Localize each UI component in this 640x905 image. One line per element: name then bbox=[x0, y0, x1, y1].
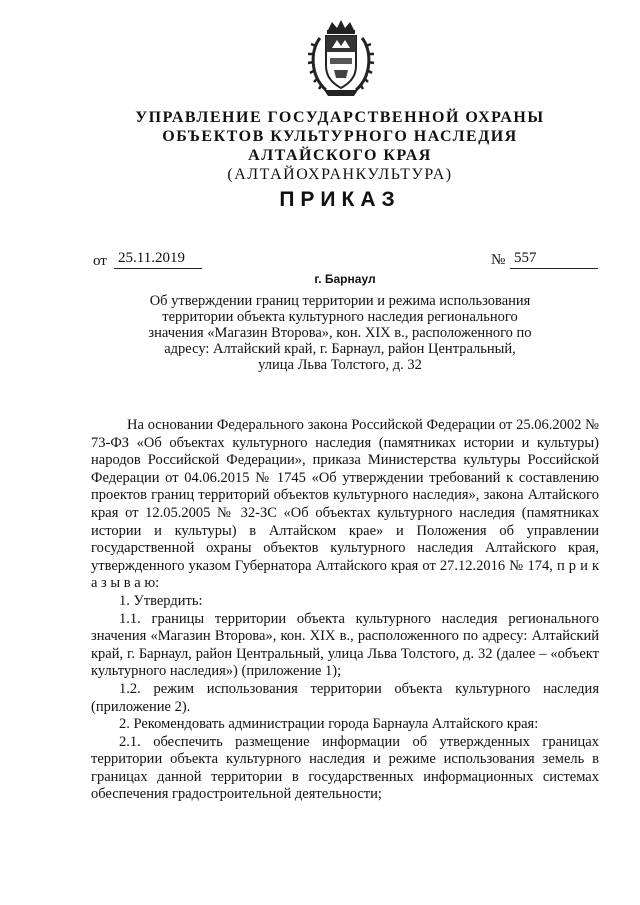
subject-line-3: значения «Магазин Второва», кон. XIX в., расположенного по bbox=[148, 325, 532, 341]
order-item-1-1: 1.1. границы территории объекта культурного наследия регионального значения «Магазин Второва», кон. XIX в., расположенного по адресу: Алтайский край, г. Барнаул, район Центральный, улица Льва Толстого, д. 32 (далее – «объект культурного наследия») (приложение 1); bbox=[91, 610, 599, 680]
date-prefix: от bbox=[93, 253, 107, 269]
org-name-line-2: ОБЪЕКТОВ КУЛЬТУРНОГО НАСЛЕДИЯ bbox=[162, 128, 518, 145]
order-item-1-2: 1.2. режим использования территории объекта культурного наследия (приложение 2). bbox=[91, 680, 599, 715]
order-item-1: 1. Утвердить: bbox=[119, 592, 203, 609]
document-title: ПРИКАЗ bbox=[279, 188, 401, 211]
document-number: 557 bbox=[510, 250, 598, 269]
document-body bbox=[91, 417, 599, 804]
org-name-line-3: АЛТАЙСКОГО КРАЯ bbox=[248, 147, 432, 164]
subject-line-4: адресу: Алтайский край, г. Барнаул, район Центральный, bbox=[164, 341, 516, 357]
organization-header bbox=[100, 108, 580, 184]
org-name-line-1: УПРАВЛЕНИЕ ГОСУДАРСТВЕННОЙ ОХРАНЫ bbox=[135, 109, 545, 126]
order-item-2-1: 2.1. обеспечить размещение информации об утвержденных границах территории объекта культурного наследия и режиме использования земель в границах данной территории в государственных информационных системах обеспечения градостроительной деятельности; bbox=[91, 733, 599, 803]
coat-of-arms-emblem bbox=[304, 18, 378, 100]
number-prefix: № bbox=[491, 252, 506, 268]
order-item-2: 2. Рекомендовать администрации города Барнаула Алтайского края: bbox=[119, 716, 539, 733]
subject-line-5: улица Льва Толстого, д. 32 bbox=[258, 357, 422, 373]
subject-line-2: территории объекта культурного наследия регионального bbox=[162, 309, 518, 325]
document-city: г. Барнаул bbox=[314, 272, 376, 286]
document-date: 25.11.2019 bbox=[114, 250, 202, 269]
document-subject bbox=[130, 293, 550, 373]
subject-line-1: Об утверждении границ территории и режима использования bbox=[149, 293, 531, 309]
preamble-paragraph: На основании Федерального закона Российской Федерации от 25.06.2002 № 73-ФЗ «Об объектах культурного наследия (памятниках истории и культуры) народов Российской Федерации», приказа Министерства культуры Российской Федерации от 04.06.2015 № 1745 «Об утверждении требований к составлению проектов границ территорий объектов культурного наследия», закона Алтайского края от 12.05.2005 № 32-ЗС «Об объектах культурного наследия (памятниках истории и культуры) в Алтайском крае» и Положения об управлении государственной охраны объектов культурного наследия Алтайского края, утвержденного указом Губернатора Алтайского края от 27.12.2016 № 174, п р и к а з ы в а ю: bbox=[91, 417, 599, 592]
org-short-name: (АЛТАЙОХРАНКУЛЬТУРА) bbox=[227, 166, 453, 183]
